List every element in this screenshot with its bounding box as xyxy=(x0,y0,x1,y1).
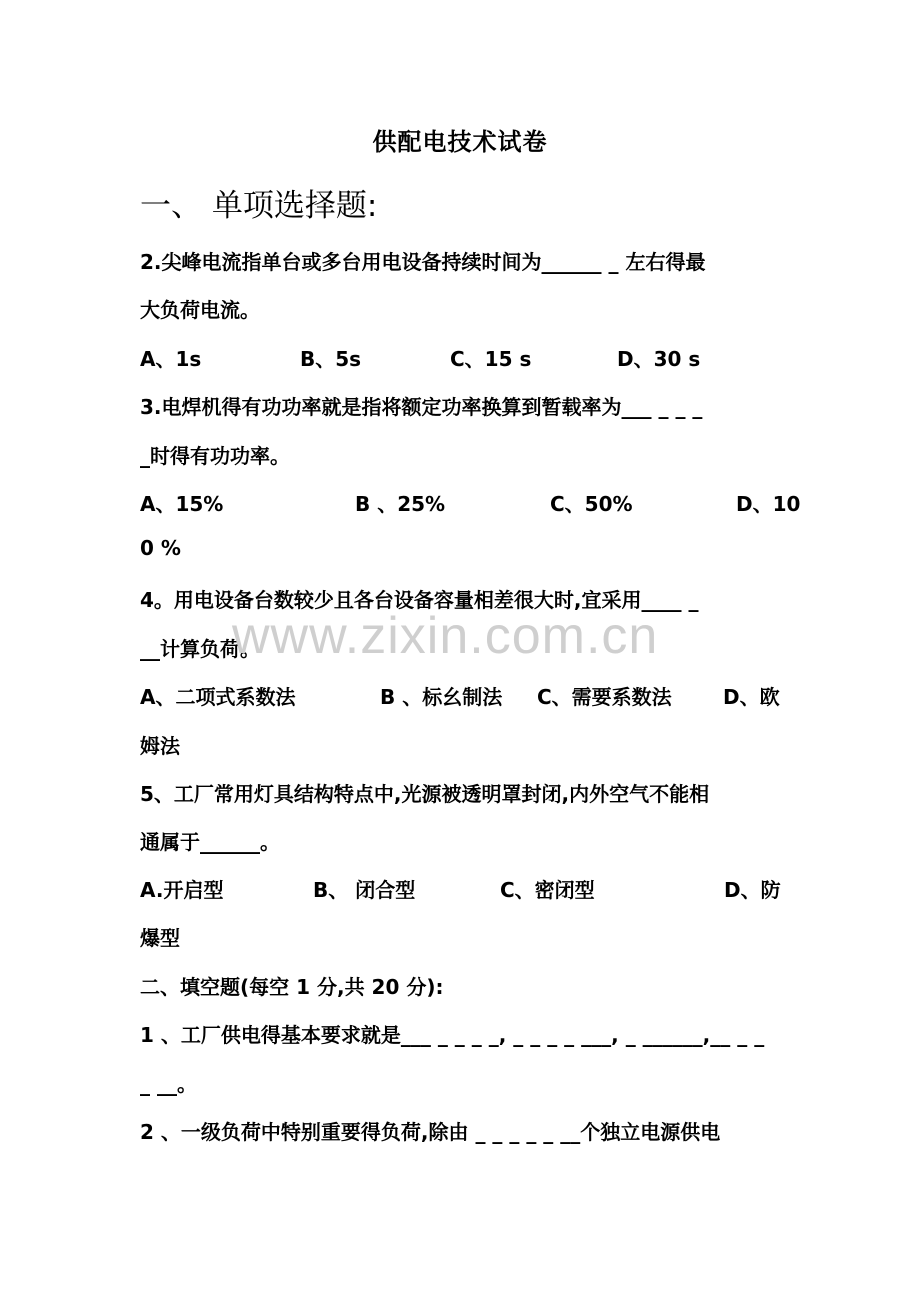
question-3-option-d: D、10 xyxy=(736,492,801,516)
question-3-line-1: 3.电焊机得有功功率就是指将额定功率换算到暂载率为___ _ _ _ xyxy=(140,395,703,419)
question-2-option-b: B、5s xyxy=(300,347,362,371)
question-4-option-c: C、需要系数法 xyxy=(537,685,672,709)
question-2-line-1: 2.尖峰电流指单台或多台用电设备持续时间为______ _ 左右得最 xyxy=(140,250,706,274)
question-5-line-1: 5、工厂常用灯具结构特点中,光源被透明罩封闭,内外空气不能相 xyxy=(140,782,710,806)
question-3-option-d-continued: 0 % xyxy=(140,536,181,560)
question-5-line-2: 通属于______。 xyxy=(140,830,280,854)
section-heading-single-choice: 一、 单项选择题: xyxy=(140,188,378,224)
question-5-option-a: A.开启型 xyxy=(140,878,224,902)
question-2-option-d: D、30 s xyxy=(617,347,701,371)
question-4-option-d: D、欧 xyxy=(723,685,780,709)
question-2-option-a: A、1s xyxy=(140,347,202,371)
watermark: www.zixin.com.cn xyxy=(232,607,659,665)
page-title: 供配电技术试卷 xyxy=(372,128,548,156)
question-3-option-c: C、50% xyxy=(550,492,633,516)
question-4-option-b: B 、标幺制法 xyxy=(380,685,503,709)
question-2-option-c: C、15 s xyxy=(450,347,532,371)
question-5-option-d: D、防 xyxy=(724,878,781,902)
fill-blank-1-line-1: 1 、工厂供电得基本要求就是___ _ _ _ _, _ _ _ _ ___, _ ______,__ _ _ xyxy=(140,1023,765,1047)
question-5-option-b: B、 闭合型 xyxy=(313,878,416,902)
fill-blank-2-line-1: 2 、一级负荷中特别重要得负荷,除由 _ _ _ _ _ __个独立电源供电 xyxy=(140,1120,721,1144)
section-heading-fill-blank: 二、填空题(每空 1 分,共 20 分): xyxy=(140,975,444,999)
question-3-option-b: B 、25% xyxy=(355,492,446,516)
question-4-option-a: A、二项式系数法 xyxy=(140,685,296,709)
question-4-line-2: __计算负荷。 xyxy=(140,637,260,661)
question-4-option-d-continued: 姆法 xyxy=(140,734,180,758)
question-3-line-2: _时得有功功率。 xyxy=(140,444,290,468)
fill-blank-1-line-2: _ __。 xyxy=(140,1072,197,1096)
question-3-option-a: A、15% xyxy=(140,492,224,516)
question-5-option-c: C、密闭型 xyxy=(500,878,595,902)
question-4-line-1: 4。用电设备台数较少且各台设备容量相差很大时,宜采用____ _ xyxy=(140,588,699,612)
question-2-line-2: 大负荷电流。 xyxy=(140,298,260,322)
question-5-option-d-continued: 爆型 xyxy=(140,926,180,950)
